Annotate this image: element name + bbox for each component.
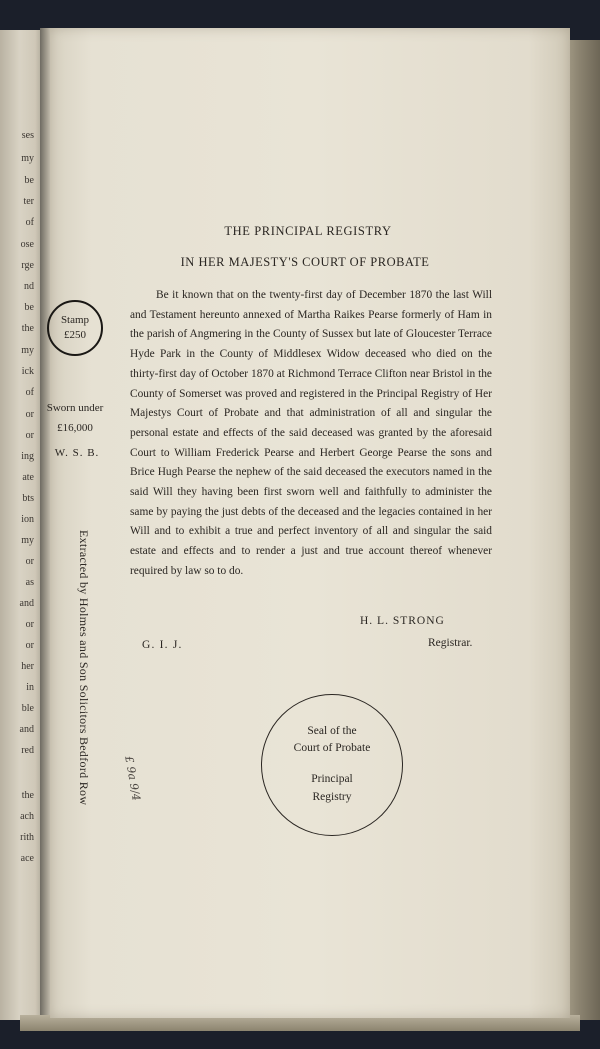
stamp-label: Stamp [60, 314, 90, 326]
left-page-text-fragment: be [24, 302, 34, 313]
left-page-text-fragment: nd [24, 281, 34, 292]
left-page-text-fragment: of [25, 387, 34, 398]
left-page-text-fragment: or [25, 430, 34, 441]
left-page-text-fragment: the [21, 790, 34, 801]
left-page-text-fragment: my [21, 153, 34, 164]
sworn-label: Sworn under [46, 402, 104, 414]
left-page-text-fragment: the [21, 323, 34, 334]
left-page-text-fragment: my [21, 345, 34, 356]
sworn-value [42, 398, 108, 438]
left-page-text-fragment: ses [21, 130, 34, 141]
registrar-title: Registrar. [428, 637, 473, 649]
left-page-text-fragment: ble [21, 703, 34, 714]
left-page-text-fragment: or [25, 619, 34, 630]
left-page-text-fragment: ick [21, 366, 34, 377]
stamp-amount: £250 [64, 329, 86, 341]
left-page-text-fragment: and [19, 724, 34, 735]
left-facing-page [0, 30, 44, 1020]
left-page-text-fragment: or [25, 640, 34, 651]
left-page-text-fragment: my [21, 535, 34, 546]
stamp-duty-circle [47, 300, 103, 356]
left-page-text-fragment: as [25, 577, 34, 588]
left-page-text-fragment: ing [21, 451, 34, 462]
left-page-text-fragment: ach [20, 811, 34, 822]
seal-line-4: Registry [312, 791, 352, 803]
registry-title: THE PRINCIPAL REGISTRY [224, 224, 392, 238]
left-page-text-fragment: of [25, 217, 34, 228]
left-page-text-fragment: red [21, 745, 34, 756]
left-page-text-fragment: and [19, 598, 34, 609]
seal-line-3: Principal [311, 773, 353, 785]
left-page-text-fragment: or [25, 556, 34, 567]
seal-line-2: Court of Probate [293, 742, 371, 754]
left-page-text-fragment: ace [20, 853, 34, 864]
extracted-by-note: Extracted by Holmes and Son Solicitors Bedford Row [77, 530, 91, 806]
left-page-text-fragment: ose [20, 239, 34, 250]
initials-gij: G. I. J. [142, 639, 183, 651]
left-page-text-fragment: rith [20, 832, 34, 843]
registrar-name: H. L. STRONG [360, 615, 445, 627]
left-page-text-fragment: her [21, 661, 34, 672]
initials-wsb: W. S. B. [54, 447, 100, 459]
left-page-text-fragment: or [25, 409, 34, 420]
court-subtitle: IN HER MAJESTY'S COURT OF PROBATE [180, 255, 430, 269]
left-page-text-fragment: ter [23, 196, 34, 207]
handwritten-pencil-note: £ 9a 9/4 [122, 755, 143, 802]
sworn-amount: £16,000 [57, 422, 93, 434]
left-page-text-fragment: be [24, 175, 34, 186]
probate-body-text [130, 286, 492, 582]
probate-paragraph: Be it known that on the twenty-first day of December 1870 the last Will and Testament hereunto annexed of Martha Raikes Pearse formerly of Ham in the parish of Angmering in the County of Sussex but late of Gloucester Terrace Hyde Park in the County of Middlesex Widow deceased who died on the thirty-first day of October 1870 at Richmond Terrace Clifton near Bristol in the County of Somerset was proved and registered in the Principal Registry of Her Majestys Court of Probate and that administration of all and singular the personal estate and effects of the said deceased was granted by the aforesaid Court to William Frederick Pearse and Herbert George Pearse the sons and Brice Hugh Pearse the nephew of the said deceased the executors named in the said Will they having been first sworn well and faithfully to administer the same by paying the just debts of the deceased and the legacies contained in her Will and to exhibit a true and perfect inventory of all and singular the said estate and effects and to render a just and true account thereof whenever required by law so to do. [130, 289, 492, 577]
seal-line-1: Seal of the [307, 725, 357, 737]
page-stack-edge [566, 40, 600, 1020]
left-page-text-fragment: rge [21, 260, 34, 271]
left-page-text-fragment: bts [22, 493, 34, 504]
left-page-text-fragment: ate [22, 472, 34, 483]
left-page-text-fragment: ion [21, 514, 34, 525]
court-seal [261, 694, 403, 836]
left-page-text-fragment: in [26, 682, 34, 693]
